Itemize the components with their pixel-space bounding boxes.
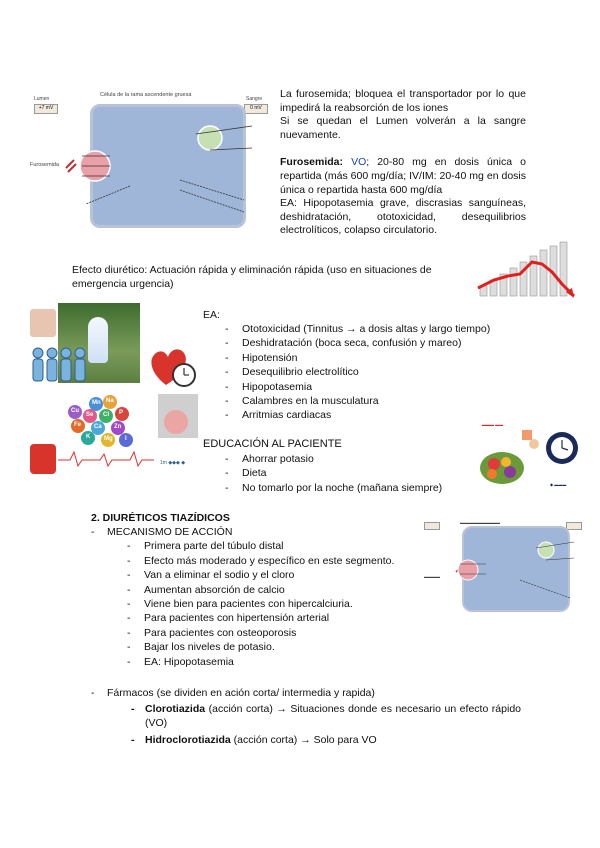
mineral-na: Na xyxy=(106,398,114,404)
list-item: - Para pacientes con osteoporosis xyxy=(127,626,421,640)
people-icons xyxy=(30,345,88,385)
list-item: - Aumentan absorción de calcio xyxy=(127,583,421,597)
svg-text:1m ◆◆◆ ◆: 1m ◆◆◆ ◆ xyxy=(160,460,186,466)
education-section xyxy=(203,437,503,495)
list-item: - No tomarlo por la noche (mañana siempre) xyxy=(225,481,503,495)
mechanism-title: - MECANISMO DE ACCIÓN xyxy=(91,525,421,539)
mineral-cl: Cl xyxy=(103,412,109,418)
furosemide-dosage xyxy=(280,156,526,197)
list-item: - Van a eliminar el sodio y el cloro xyxy=(127,568,421,582)
declining-bar-chart-icon xyxy=(474,236,580,300)
drug-hidroclorotiazida: - Hidroclorotiazida (acción corta) → Solo para VO xyxy=(131,734,377,747)
mineral-zn: Zn xyxy=(114,424,122,430)
mineral-ca: Ca xyxy=(94,424,102,430)
distal-atpase-pump xyxy=(538,542,554,558)
sangre-label: Sangre xyxy=(246,96,263,102)
list-item: - Ototoxicidad (Tinnitus → a dosis altas y largo tiempo) xyxy=(225,322,533,336)
drug1-name: Clorotiazida xyxy=(145,703,206,716)
lumen-value: +7 mV xyxy=(34,104,58,114)
education-title: EDUCACIÓN AL PACIENTE xyxy=(203,438,342,450)
ea-list xyxy=(225,322,533,423)
diagram-title: Célula de la rama ascendente gruesa xyxy=(100,92,192,98)
education-illustrations xyxy=(474,420,582,492)
electrolytes-collage xyxy=(30,394,202,480)
mineral-i: I xyxy=(125,436,127,442)
person-icon xyxy=(529,439,539,449)
thick-ascending-limb-diagram xyxy=(30,90,272,225)
furosemide-description xyxy=(280,88,526,238)
mineral-se: Se xyxy=(86,412,94,418)
mineral-mn: Mn xyxy=(92,400,101,406)
ea-title: EA: xyxy=(203,309,220,321)
distal-tubule-diagram xyxy=(420,516,584,614)
education-list xyxy=(225,452,503,495)
list-item: - Bajar los niveles de potasio. xyxy=(127,640,421,654)
list-item: - Arritmias cardiacas xyxy=(225,408,533,422)
list-item: - Efecto más moderado y específico en este segmento. xyxy=(127,554,421,568)
svg-text:▬▬▬ ▬▬: ▬▬▬ ▬▬ xyxy=(482,422,504,427)
svg-text:▬▬▬▬: ▬▬▬▬ xyxy=(424,574,440,579)
furosemide-return: Si se quedan el Lumen volverán a la sangre nuevamente. xyxy=(280,115,526,141)
transport-arrows xyxy=(30,90,272,225)
svg-text:◆ ▬▬▬: ◆ ▬▬▬ xyxy=(550,482,567,487)
mineral-fe: Fe xyxy=(74,422,82,428)
distal-transport-arrows xyxy=(420,516,584,614)
drug1-description: (acción corta) → Situaciones donde es necesario un efecto rápido (VO) xyxy=(145,703,521,730)
drug-clorotiazida: - Clorotiazida (acción corta) → Situaciones donde es necesario un efecto rápido (VO) xyxy=(131,703,521,730)
mechanism-list xyxy=(127,539,421,669)
list-item: - Calambres en la musculatura xyxy=(225,394,533,408)
mechanism-section xyxy=(91,525,421,669)
furosemide-adverse-effects: EA: Hipopotasemia grave, discrasias sanguíneas, deshidratación, ototoxicidad, desequilibrios electrolíticos, colapso circulatorio. xyxy=(280,197,526,237)
lumen-label: Lumen xyxy=(34,96,50,102)
list-item: - Desequilibrio electrolítico xyxy=(225,365,533,379)
farmacos-section xyxy=(91,686,531,747)
ea-section xyxy=(203,308,533,423)
pharmacy-sign xyxy=(522,430,532,440)
ncc-transporter xyxy=(458,560,478,580)
atpase-pump xyxy=(198,126,222,150)
ear-photo xyxy=(30,309,56,337)
furosemide-mechanism: La furosemida; bloquea el transportador por lo que impedirá la reabsorción de los iones xyxy=(280,88,526,114)
tiazidicos-heading: 2. DIURÉTICOS TIAZÍDICOS xyxy=(91,512,230,524)
drug2-description: (acción corta) → Solo para VO xyxy=(230,734,377,747)
mineral-mg: Mg xyxy=(104,436,113,442)
adverse-effects-collage xyxy=(30,303,200,391)
list-item: - Ahorrar potasio xyxy=(225,452,503,466)
mineral-cu: Cu xyxy=(71,408,79,414)
list-item: - Para pacientes con hipertensión arterial xyxy=(127,611,421,625)
list-item: - Primera parte del túbulo distal xyxy=(127,539,421,553)
farmacos-title: - Fármacos (se dividen en ación corta/ intermedia y rapida) xyxy=(91,686,531,700)
list-item: - Viene bien para pacientes con hipercalciuria. xyxy=(127,597,421,611)
list-item: - Dieta xyxy=(225,466,503,480)
route-vo: VO xyxy=(351,156,367,169)
diuretic-effect-text: Efecto diurético: Actuación rápida y eliminación rápida (uso en situaciones de emergencia urgencia) xyxy=(72,264,432,290)
heart-clock-illustration xyxy=(146,341,198,389)
svg-text:▬▬▬▬▬▬▬▬▬▬: ▬▬▬▬▬▬▬▬▬▬ xyxy=(460,520,500,525)
list-item: - Deshidratación (boca seca, confusión y mareo) xyxy=(225,336,533,350)
ecg-heart-image xyxy=(30,444,56,474)
list-item: - Hipopotasemia xyxy=(225,380,533,394)
mineral-p: P xyxy=(119,410,124,416)
list-item: - EA: Hipopotasemia xyxy=(127,655,421,669)
dose-text: ; 20-80 mg en dosis única o repartida (más 600 mg/día; IV/IM: 20-40 mg en dosis única o repartida hasta 600 mg/día xyxy=(280,156,526,196)
furosemide-dose-label: Furosemida: xyxy=(280,156,344,169)
list-item: - Hipotensión xyxy=(225,351,533,365)
fruit-bowl xyxy=(480,452,524,484)
mineral-k: K xyxy=(86,434,91,440)
sangre-value: 0 mV xyxy=(244,104,268,114)
drug2-name: Hidroclorotiazida xyxy=(145,734,231,747)
furosemide-label: Furosemida xyxy=(30,162,60,168)
